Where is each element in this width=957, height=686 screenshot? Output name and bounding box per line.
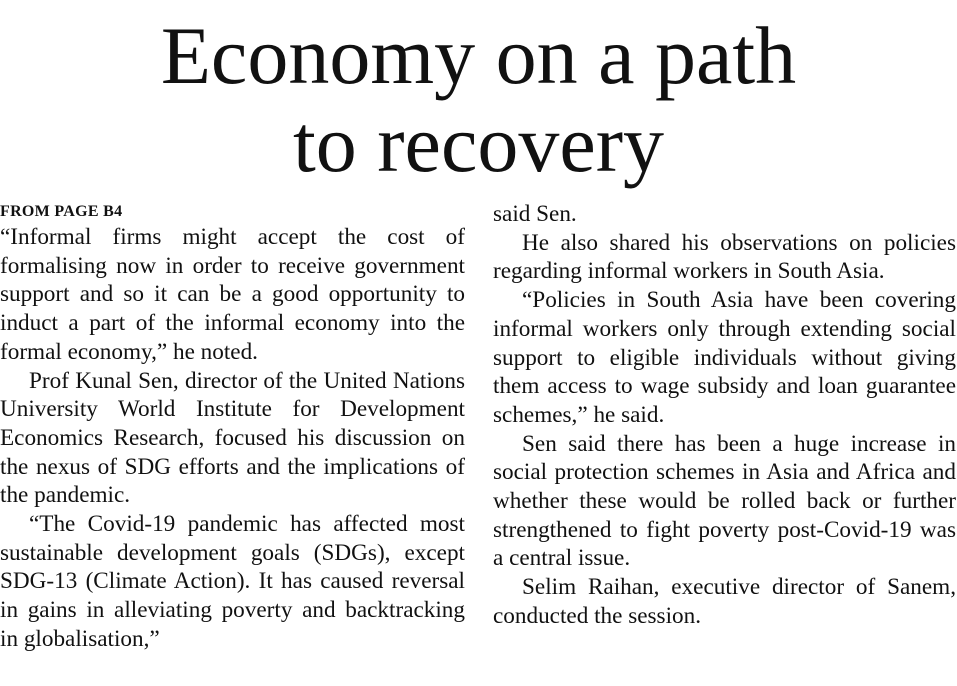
paragraph: Selim Raihan, executive director of Sanem, conducted the session.	[493, 574, 956, 629]
headline-line-2: to recovery	[292, 98, 665, 189]
paragraph: Prof Kunal Sen, director of the United Nations University World Institute for Development Economics Research, focused his discussion on the nexus of SDG efforts and the implications of the pandemic.	[0, 367, 465, 509]
paragraph: “Informal firms might accept the cost of formalising now in order to receive government support and so it can be a good opportunity to induct a part of the informal economy into the formal economy,” he noted.	[0, 224, 465, 365]
headline-line-1: Economy on a path	[160, 10, 797, 101]
jump-label: FROM PAGE B4	[0, 203, 123, 220]
paragraph: Sen said there has been a huge increase in social protection schemes in Asia and Africa and whether these would be rolled back or further strengthened to fight poverty post-Covid-19 was a central issue.	[493, 430, 956, 572]
paragraph: He also shared his observations on policies regarding informal workers in South Asia.	[493, 229, 956, 285]
headline	[0, 12, 957, 188]
paragraph: “Policies in South Asia have been covering informal workers only through extending social support to eligible individuals without giving them access to wage subsidy and loan guarantee schemes,” he said.	[493, 287, 956, 428]
paragraph: “The Covid-19 pandemic has affected most sustainable development goals (SDGs), except SDG-13 (Climate Action). It has caused reversal in gains in alleviating poverty and backtracking in globalisation,”	[0, 511, 465, 652]
article-column-right	[493, 200, 956, 631]
article-column-left	[0, 200, 465, 654]
paragraph: said Sen.	[493, 201, 577, 227]
